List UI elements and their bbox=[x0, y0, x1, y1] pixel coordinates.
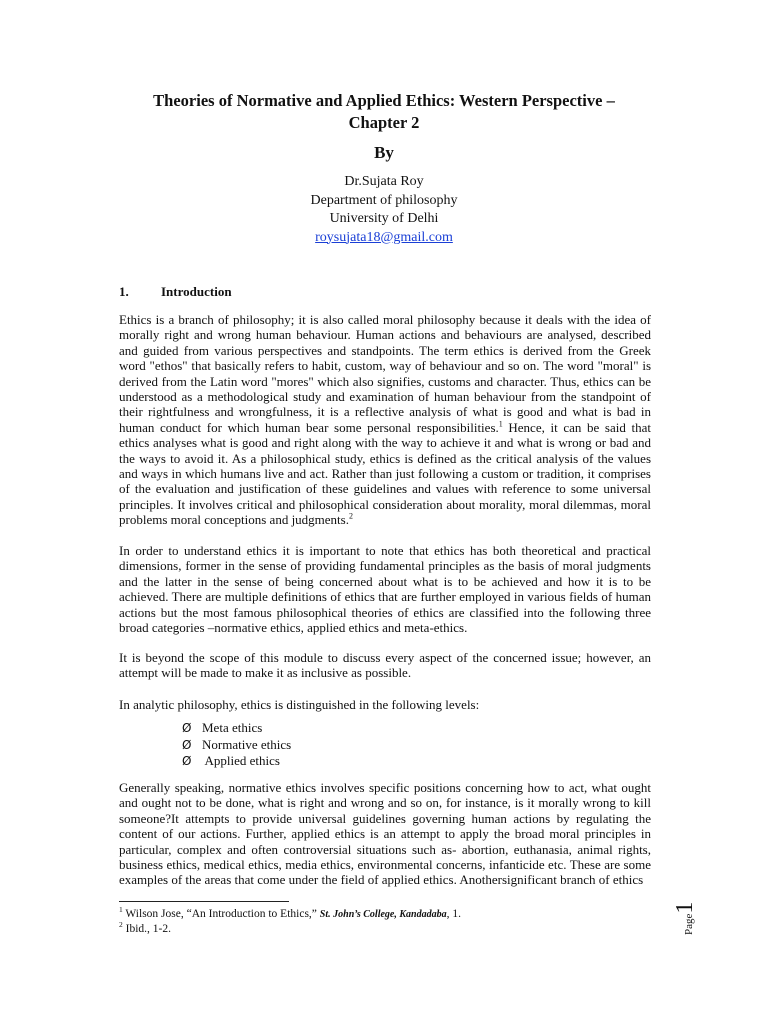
list-item-label: Meta ethics bbox=[202, 720, 263, 735]
author-name: Dr.Sujata Roy bbox=[344, 174, 424, 189]
title-line-1: Theories of Normative and Applied Ethics: Western Perspective – bbox=[153, 91, 615, 110]
paragraph-5: Generally speaking, normative ethics involves specific positions concerning how to act, what ought and ought not to be done, what is right and wrong and so on, for instance, is it morally wrong to kill someone?It attempts to provide universal guidelines governing human actions by regulating the content of our actions. Further, applied ethics is an attempt to apply the broad moral principles in particular, complex and often controversial situations such as- abortion, euthanasia, animal rights, business ethics, medical ethics, media ethics, environmental concerns, infanticide etc. These are some examples of the areas that come under the field of applied ethics. Anothersignificant branch of ethics bbox=[119, 780, 651, 888]
page-number: 1 bbox=[672, 901, 698, 914]
paragraph-1-part-a: Ethics is a branch of philosophy; it is also called moral philosophy because it deals with the idea of morally right and wrong human behaviour. Human actions and behaviours are analysed, described and guided from various perspectives and standpoints. The term ethics is derived from the Greek word "ethos" that basically refers to habit, custom, way of behaviour and so on. The word "moral" is derived from the Latin word "mores" which also signifies, customs and character. Thus, ethics can be understood as a methodological study and examination of human behaviour from the standpoint of their rightfulness and wrongfulness, it is a reflective analysis of what is good and what is bad in human conduct for which human bear some personal responsibilities. bbox=[119, 312, 651, 435]
ethics-levels-list bbox=[182, 720, 291, 770]
paragraph-1-part-b: Hence, it can be said that ethics analyses what is good and right along with the way to achieve it and what is wrong or bad and the ways to avoid it. As a philosophical study, ethics is defined as the critical analysis of the values and ways in which humans live and act. Rather than just following a custom or tradition, it comprises of the evaluation and justification of these guidelines and values with reference to some universal principles. It involves critical and philosophical consideration about morality, moral dilemmas, moral problems moral conceptions and judgments. bbox=[119, 419, 651, 528]
footnote-1-source: St. John’s College, Kandadaba bbox=[319, 909, 447, 920]
bullet-arrow-icon: Ø bbox=[182, 754, 192, 768]
section-heading bbox=[119, 284, 232, 300]
list-item bbox=[182, 720, 291, 737]
paragraph-4: In analytic philosophy, ethics is distinguished in the following levels: bbox=[119, 697, 480, 712]
list-item-label: Normative ethics bbox=[202, 736, 292, 752]
footnote-ref-1[interactable]: 1 bbox=[498, 419, 503, 429]
paragraph-2: In order to understand ethics it is important to note that ethics has both theoretical and practical dimensions, former in the sense of providing fundamental principles as the basis of moral judgments and the latter in the sense of being concerned about what is to be achieved and how it is to be achieved. There are multiple definitions of ethics that are further employed in various fields of human actions but the most famous philosophical theories of ethics are classified into the following three broad categories –normative ethics, applied ethics and meta-ethics. bbox=[119, 543, 651, 636]
list-item bbox=[182, 737, 291, 754]
title-line-2: Chapter 2 bbox=[348, 113, 420, 132]
list-item bbox=[182, 753, 291, 770]
page-number-marker bbox=[672, 855, 702, 935]
footnote-2 bbox=[119, 922, 461, 936]
footnote-2-number: 2 bbox=[119, 920, 123, 930]
author-university: University of Delhi bbox=[329, 211, 439, 226]
footnote-1-text: Wilson Jose, “An Introduction to Ethics,” bbox=[122, 908, 320, 920]
author-block bbox=[200, 173, 568, 247]
by-heading: By bbox=[374, 143, 394, 162]
bullet-arrow-icon: Ø bbox=[182, 721, 192, 735]
footnote-1-tail: , 1. bbox=[446, 908, 461, 920]
list-item-label: Applied ethics bbox=[202, 753, 280, 768]
section-title: Introduction bbox=[161, 284, 232, 299]
paragraph-3: It is beyond the scope of this module to discuss every aspect of the concerned issue; however, an attempt will be made to make it as inclusive as possible. bbox=[119, 650, 651, 681]
section-number: 1. bbox=[119, 284, 129, 299]
bullet-arrow-icon: Ø bbox=[182, 737, 192, 752]
author-department: Department of philosophy bbox=[310, 192, 458, 208]
footnote-1-number: 1 bbox=[119, 905, 123, 915]
footnote-2-text: Ibid., 1-2. bbox=[122, 923, 171, 935]
document-title bbox=[118, 90, 650, 134]
page-label: Page bbox=[683, 913, 695, 935]
paragraph-1 bbox=[119, 312, 651, 528]
author-email-link[interactable]: roysujata18@gmail.com bbox=[315, 229, 453, 245]
footnote-1 bbox=[119, 907, 461, 922]
footnotes bbox=[119, 907, 461, 936]
footnote-divider bbox=[119, 901, 289, 902]
footnote-ref-2[interactable]: 2 bbox=[348, 511, 353, 521]
